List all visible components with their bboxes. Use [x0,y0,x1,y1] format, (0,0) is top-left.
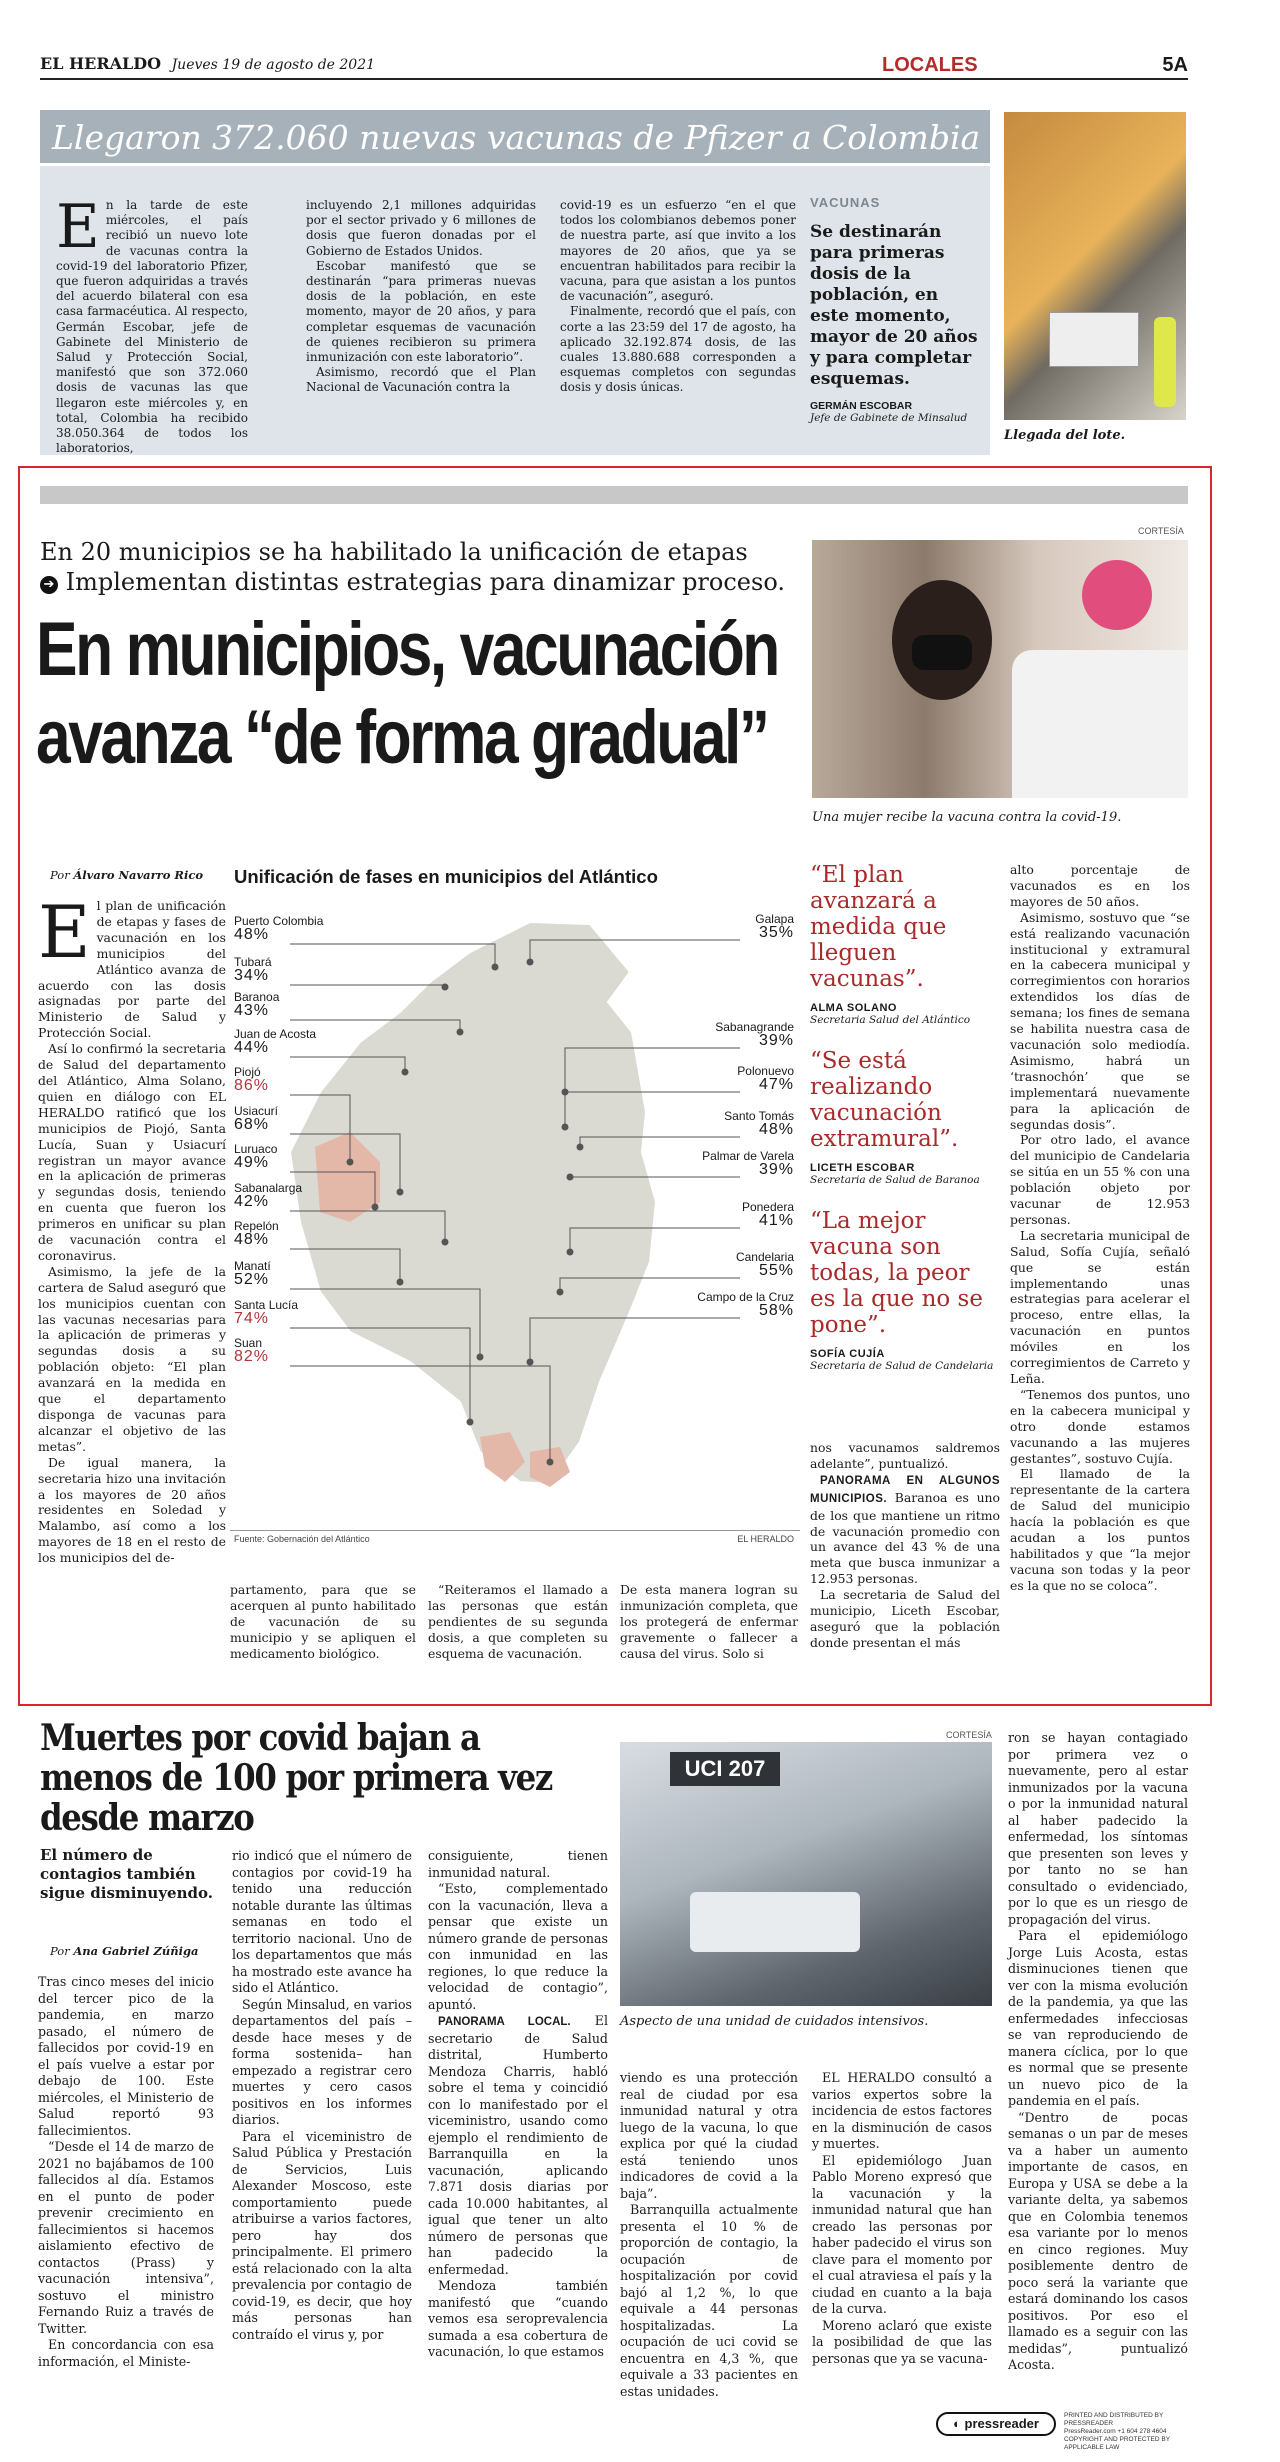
municipio-percent: 43% [234,1002,270,1019]
map-label-palmar-de-varela [684,1149,794,1177]
quote-2: “Se está realizando vacunación extramural”. LICETH ESCOBAR Secretaria de Salud de Baranoa [810,1048,980,1186]
municipio-name: Manatí [234,1259,271,1273]
bottom-col2: rio indicó que el número de contagios por covid-19 ha tenido una reducción notable durante las últimas semanas en todo el territorio nacional. Uno de los departamentos que más ha mostrado este avance ha sido el Atlántico. Según Minsalud, en varios departamentos del país –desde hace meses y de forma sostenida– han empezado a registrar cero muertes y cero casos positivos en los informes diarios. Para el viceministro de Salud Pública y Prestación de Servicios, Luis Alexander Moscoso, este comportamiento puede atribuirse a varios factores, pero hay dos principalmente. El primero está relacionado con la alta prevalencia por contagio de covid-19, es decir, que hoy más personas han contraído el virus y, por [232,1848,412,2342]
map-label-baranoa [234,990,279,1018]
ponedera-dot [567,1249,573,1255]
luruaco-dot [372,1204,378,1210]
issue-date: Jueves 19 de agosto de 2021 [171,57,376,73]
map-label-candelaria [684,1250,794,1278]
manati-dot [477,1354,483,1360]
candelaria-dot [557,1289,563,1295]
tubara-leader-line [290,985,445,987]
municipio-name: Santo Tomás [724,1109,794,1123]
sidebar-name: GERMÁN ESCOBAR [810,400,913,412]
santa-lucia-dot [467,1419,473,1425]
municipio-percent: 39% [758,1032,794,1049]
bottom-col3: consiguiente, tienen inmunidad natural. “Esto, complementado con la vacunación, lleva a pensar que existe un número grande de personas con inmunidad en las regiones, lo que reduce la velocidad de contagio”, apuntó. PANORAMA LOCAL. El secretario de Salud distrital, Humberto Mendoza Charris, habló sobre el tema y coincidió con lo manifestado por el viceministro, usando como ejemplo el rendimiento de Barranquilla en la vacunación, aplicando 7.871 dosis diarias por cada 10.000 habitantes, al igual que tener un alto número de personas que han padecido la enfermedad. Mendoza también manifestó que “cuando vemos esa seroprevalencia sumada a esa cobertura de vacunación, lo que estamos [428,1848,608,2359]
sabanalarga-dot [442,1239,448,1245]
municipio-percent: 34% [234,967,270,984]
main-col6: alto porcentaje de vacunados es en los mayores de 50 años. Asimismo, sostuvo que “se está realizando vacunación institucional y extramural en la cabecera municipal y corregimientos con horarios extendidos los días de semana; los fines de semana se habilita nuestra casa de vacunación solo mediodía. Asimismo, habrá un ‘trasnochón’ que se implementará nuevamente para la aplicación de segundas dosis”. Por otro lado, el avance del municipio de Candelaria se sitúa en un 55 % con una población objeto por vacunar de 12.953 personas. La secretaria municipal de Salud, Sofía Cujía, señaló que se están implementando unas estrategias para acelerar el proceso, entre ellas, la vacunación en puntos móviles en los corregimientos de Carreto y Leña. “Tenemos dos puntos, uno en la cabecera municipal y otro donde estamos vacunando a las mujeres gestantes”, sostuvo Cujía. El llamado de la representante de la cartera de Salud del municipio hacía la población es que acudan a los puntos habilitados y que “la mejor vacuna son todas y la peor es la que no se coloca”. [1010,862,1190,1593]
municipio-percent: 58% [758,1302,794,1319]
map-label-repelon [234,1219,279,1247]
municipio-name: Baranoa [234,990,280,1004]
main-dropcap: E [38,890,91,974]
map-label-suan [234,1336,269,1364]
repelon-dot [397,1279,403,1285]
arrow-circle-icon: ➔ [40,576,58,594]
main-col4: De esta manera logran su inmunización completa, que los protegerá de enfermar gravemente o fallecer a causa del virus. Solo si [620,1582,798,1661]
municipio-name: Usiacurí [234,1104,279,1118]
quote-1: “El plan avanzará a medida que lleguen vacunas”. ALMA SOLANO Secretaria Salud del Atlántico [810,862,971,1026]
municipio-percent: 47% [758,1076,794,1093]
pfizer-col3: covid-19 es un esfuerzo “en el que todos los colombianos debemos poner de nuestra parte, así que invito a los mayores de 20 años, que ya se encuentran habilitados para recibir la vacuna, para que asistan a los puntos de vacunación”, aseguró. Finalmente, recordó que el país, con corte a las 23:59 del 17 de agosto, ha aplicado 32.192.874 dosis, de las cuales 13.880.688 corresponden a esquemas completos con segundas dosis y dosis únicas. [560,198,796,395]
palmar-de-varela-dot [567,1174,573,1180]
vaccination-photo [812,540,1188,798]
map-label-campo-de-la-cruz [684,1290,794,1318]
map-label-galapa [684,912,794,940]
bottom-col4: viendo es una protección real de ciudad por esa inmunidad natural y otra luego de la vacuna, lo que explica por qué la ciudad está teniendo unos indicadores de covid a la baja”. Barranquilla actualmente presenta el 10 % de proporción de contagio, la ocupación de hospitalización por covid bajó al 1,2 %, lo que equivale a 44 personas hospitalizadas. La ocupación de uci covid se encuentra en 4,3 %, que equivale a 33 pacientes en estas unidades. [620,2070,798,2399]
municipio-name: Tubará [234,955,272,969]
puerto-colombia-dot [492,964,498,970]
map-label-usiacuri [234,1104,278,1132]
municipio-name: Polonuevo [737,1064,794,1078]
municipio-percent: 52% [234,1271,270,1288]
municipio-name: Sabanalarga [234,1181,303,1195]
usiacuri-dot [397,1189,403,1195]
municipio-percent: 48% [234,926,270,943]
main-col3: “Reiteramos el llamado a las personas que están pendientes de su segunda dosis, a que completen su esquema de vacunación. [428,1582,608,1661]
sidebar-quote: Se destinarán para primeras dosis de la población, en este momento, mayor de 20 años y para completar esquemas. [810,222,978,389]
pfizer-dropcap: E [56,192,100,262]
map-label-piojo [234,1065,269,1093]
map-label-sabanalarga [234,1181,302,1209]
bottom-photo-credit: CORTESÍA [946,1730,992,1740]
pfizer-title-bar [40,110,990,166]
main-headline: En municipios, vacunación avanza “de forma gradual” [36,607,778,780]
kicker-2-row [40,568,785,596]
kicker-2: Implementan distintas estrategias para dinamizar proceso. [65,568,785,596]
icu-photo [620,1742,992,2006]
juan-de-acosta-dot [402,1069,408,1075]
kicker-1: En 20 municipios se ha habilitado la unificación de etapas [40,538,748,566]
pfizer-col2: incluyendo 2,1 millones adquiridas por el sector privado y 6 millones de dosis que fueron donadas por el Gobierno de Estados Unidos. Escobar manifestó que se destinarán “para primeras nuevas dosis de la población, en este momento, mayor de 20 años, y para completar esquemas de vacunación de quienes recibieron su primera inmunización con este laboratorio”. Asimismo, recordó que el Plan Nacional de Vacunación contra la [306,198,536,395]
bottom-col5: EL HERALDO consultó a varios expertos sobre la incidencia de estos factores en la disminución de casos y muertes. El epidemiólogo Juan Pablo Moreno expresó que la vacunación y la inmunidad natural que han creado las personas por haber padecido el virus son clave para el momento por el cual atraviesa el país y la ciudad en cuanto a la baja de la curva. Moreno aclaró que existe la posibilidad de que las personas que ya se vacuna- [812,2070,992,2366]
truck-photo [1004,112,1186,420]
galapa-dot [527,959,533,965]
map-label-santo-tomas [684,1109,794,1137]
map-credit: EL HERALDO [737,1534,794,1544]
municipio-percent: 42% [234,1193,270,1210]
main-byline: Por Álvaro Navarro Rico [50,868,204,882]
municipio-name: Candelaria [735,1250,794,1264]
municipio-percent: 55% [758,1262,794,1279]
photo-credit: CORTESÍA [1138,526,1184,536]
municipio-percent: 48% [758,1121,794,1138]
suan-dot [547,1459,553,1465]
piojo-dot [347,1159,353,1165]
map-label-polonuevo [684,1064,794,1092]
icu-sign: UCI 207 [670,1752,780,1786]
municipio-name: Repelón [234,1219,279,1233]
municipio-percent: 41% [758,1212,794,1229]
municipio-name: Campo de la Cruz [697,1290,794,1304]
pfizer-title: Llegaron 372.060 nuevas vacunas de Pfizer a Colombia [52,118,981,157]
municipio-name: Luruaco [234,1142,278,1156]
municipio-percent: 74% [234,1310,270,1327]
municipio-percent: 48% [234,1231,270,1248]
vaccination-photo-caption: Una mujer recibe la vacuna contra la covid-19. [812,810,1122,825]
municipio-percent: 82% [234,1348,270,1365]
municipio-name: Piojó [234,1065,261,1079]
main-col1: E l plan de unificación de etapas y fases de vacunación en los municipios del Atlántico avanza de acuerdo con las dosis asignadas por parte del Ministerio de Salud y Protección Social. Así lo confirmó la secretaria de Salud del departamento del Atlántico, Alma Solano, quien en diálogo con EL HERALDO ratificó que los municipios de Piojó, Santa Lucía, Suan y Usiacurí registran un mayor avance en la aplicación de primeras y segundas dosis, teniendo en cuenta que fueron los primeros en unificar su plan de vacunación contra el coronavirus. Asimismo, la jefe de la cartera de Salud aseguró que los municipios cuentan con las vacunas necesarias para la aplicación de primeras y segundas dosis a su población objeto: “El plan avanzará en la medida en que el departamento disponga de vacunas para alcanzar el objetivo de las metas”. De igual manera, la secretaria hizo una invitación a los mayores de 20 años residentes en Soledad y Malambo, así como a los mayores de 18 en el resto de los municipios del de- [38,890,226,1566]
section-name: LOCALES [882,54,978,76]
sidebar-label: VACUNAS [810,195,881,210]
icu-photo-caption: Aspecto de una unidad de cuidados intensivos. [620,2014,929,2029]
masthead [40,54,1188,80]
quotes-column [810,862,1000,1372]
municipio-percent: 44% [234,1039,270,1056]
main-col5: nos vacunamos saldremos adelante”, puntualizó. PANORAMA EN ALGUNOS MUNICIPIOS. Baranoa es uno de los que mantiene un ritmo de vacunación promedio con un avance del 43 % de una meta que busca inmunizar a 12.953 personas. La secretaria de Salud del municipio, Liceth Escobar, aseguró que la población donde presentan el más [810,1440,1000,1650]
municipio-name: Suan [234,1336,263,1350]
vaccine-sidebar [810,195,980,424]
map-source: Fuente: Gobernación del Atlántico [234,1534,370,1544]
municipio-percent: 86% [234,1077,270,1094]
map-label-luruaco [234,1142,277,1170]
municipio-name: Ponedera [741,1200,794,1214]
municipios-map [230,862,800,1550]
pfizer-col1: E n la tarde de este miércoles, el país recibió un nuevo lote de vacunas contra la covid-19 del laboratorio Pfizer, que fueron adquiridas a través del acuerdo bilateral con esa casa farmacéutica. Al respecto, Germán Escobar, jefe de Gabinete del Ministerio de Salud y Protección Social, manifestó que son 372.060 dosis de vacunas las que llegaron este miércoles y, en total, Colombia ha recibido 38.050.364 de todos los laboratorios, [56,192,248,456]
municipio-name: Juan de Acosta [234,1027,317,1041]
municipio-name: Santa Lucía [234,1298,299,1312]
municipio-name: Sabanagrande [715,1020,794,1034]
sidebar-role: Jefe de Gabinete de Minsalud [810,412,968,424]
paper-name: EL HERALDO [40,54,162,73]
bottom-col6: ron se hayan contagiado por primera vez o nuevamente, pero al estar inmunizados por la vacuna o por la inmunidad natural al haber padecido la enfermedad, los síntomas que presenten son leves y por tanto no se han consultado o evidenciado, por lo que es un riesgo de propagación del virus. Para el epidemiólogo Jorge Luis Acosta, estas disminuciones tienen que ver con la misma evolución de la pandemia, ya que las enfermedades infecciosas se van reproduciendo de manera cíclica, por lo que es normal que se presente un nuevo pico de la pandemia en el país. “Dentro de pocas semanas o un par de meses va a haber un aumento importante de casos, en Europa y USA se debe a la variante delta, ya sabemos que en Colombia tenemos esa variante por lo menos en cinco regiones. Muy posiblemente dentro de poco será la variante que estará dominando los casos positivos. Por eso el llamado es a seguir con las medidas”, puntualizó Acosta. [1008,1730,1188,2372]
map-label-sabanagrande [684,1020,794,1048]
municipio-percent: 49% [234,1154,270,1171]
quote-3: “La mejor vacuna son todas, la peor es la que no se pone”. SOFÍA CUJÍA Secretaria de Salud de Candelaria [810,1208,994,1372]
bottom-deck: El número de contagios también sigue disminuyendo. [40,1846,213,1902]
map-label-santa-lucia [234,1298,298,1326]
tubara-dot [442,984,448,990]
bottom-col1: Tras cinco meses del inicio del tercer pico de la pandemia, en marzo pasado, el número de fallecidos por covid-19 en el país vuelve a estar por debajo de 100. Este miércoles, el Ministerio de Salud reportó 93 fallecimientos. “Desde el 14 de marzo de 2021 no bajábamos de 100 fallecidos al día. Estamos en el punto de poder prevenir crecimiento en fallecimientos si hacemos aislamiento efectivo de contactos (Prass) y vacunación intensiva”, sostuvo el ministro Fernando Ruiz a través de Twitter. En concordancia con esa información, el Ministe- [38,1974,214,2369]
map-label-tubara [234,955,272,983]
pressreader-footer: ◐ pressreader PRINTED AND DISTRIBUTED BY PRESSREADER PressReader.com +1 604 278 4604 COPYRIGHT AND PROTECTED BY APPLICABLE LAW [936,2410,1188,2440]
map-label-ponedera [684,1200,794,1228]
map-label-manati [234,1259,271,1287]
main-col2: partamento, para que se acerquen al punto habilitado de vacunación de su municipio y se apliquen el medicamento biológico. [230,1582,416,1661]
map-label-puerto-colombia [234,914,323,942]
municipio-name: Puerto Colombia [234,914,324,928]
municipio-percent: 35% [758,924,794,941]
municipio-percent: 68% [234,1116,270,1133]
municipio-name: Palmar de Varela [702,1149,794,1163]
page-number: 5A [1162,54,1188,76]
baranoa-dot [457,1029,463,1035]
pressreader-icon: ◐ [953,2416,965,2431]
bottom-byline: Por Ana Gabriel Zúñiga [50,1944,199,1958]
bottom-headline: Muertes por covid bajan a menos de 100 por primera vez desde marzo [40,1717,552,1839]
pressreader-logo[interactable]: ◐ pressreader [936,2412,1056,2436]
grey-rule [40,486,1188,504]
truck-photo-caption: Llegada del lote. [1004,428,1126,443]
santo-tomas-dot [577,1144,583,1150]
map-title: Unificación de fases en municipios del Atlántico [234,866,658,887]
map-label-juan-de-acosta [234,1027,316,1055]
municipio-percent: 39% [758,1161,794,1178]
municipio-name: Galapa [755,912,794,926]
polonuevo-dot [562,1124,568,1130]
campo-de-la-cruz-dot [527,1359,533,1365]
